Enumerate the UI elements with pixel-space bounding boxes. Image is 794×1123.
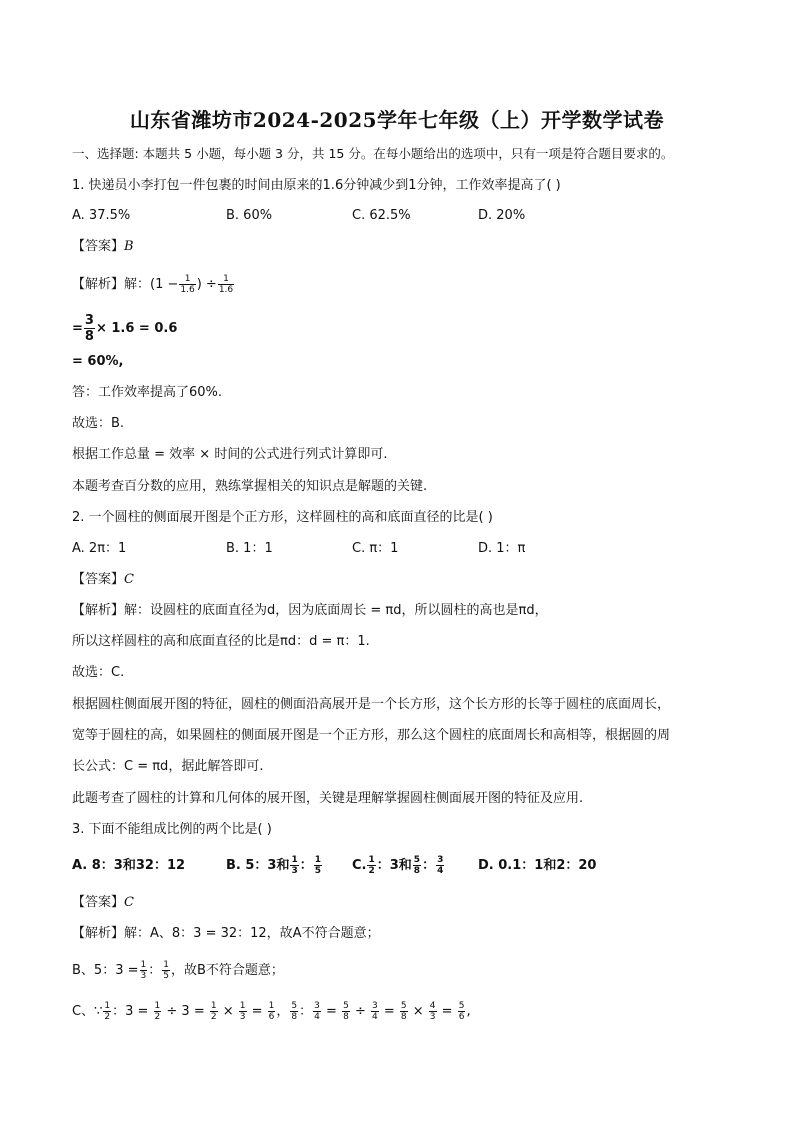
answer-label: 【答案】 [72,239,125,254]
q2-option-d: D. 1：π [478,541,526,556]
fraction: $\frac{5}{8}$ [413,855,421,876]
q2-answer [72,571,134,589]
fraction: $\frac{1}{5}$ [314,855,322,876]
q1-choose: 故选：B. [72,416,125,431]
q2-note-4: 此题考查了圆柱的计算和几何体的展开图，关键是理解掌握圆柱侧面展开图的特征及应用. [72,791,584,806]
q1-step-3: = 60%, [72,354,124,369]
q2-line-2: 所以这样圆柱的高和底面直径的比是πd：d = π：1. [72,634,370,649]
q2-note-3: 长公式：C = πd，据此解答即可. [72,759,264,774]
fraction: $\frac{3}{8}$ [84,313,94,344]
q1-analysis [72,274,235,295]
q2-option-a: A. 2π：1 [72,541,127,556]
answer-label: 【答案】 [72,572,125,587]
q2-note-2: 宽等于圆柱的高，如果圆柱的侧面展开图是一个正方形，那么这个圆柱的底面周长和高相等，根据圆的周 [72,728,671,743]
q1-option-c: C. 62.5% [352,208,411,223]
q3-option-a: A. 8：3和32：12 [72,858,186,873]
expr-part: ) ÷ [196,277,217,292]
expr-part: (1 − [150,277,179,292]
answer-value: B [124,239,134,254]
fraction: $\frac{1}{3}$ [140,960,147,981]
fraction: $\frac{1}{2}$ [368,855,375,876]
q3-line-c: C、∵ $\frac{1}{2}$ ：3 = $\frac{1}{2}$ ÷ 3 = $\frac{1}{2}$ × $\frac{1}{3}$ = $\frac{1}{6}$ ， $\frac{5}{8}$ ： $\frac{3}{4}$ = $\frac{5}{8}$ ÷ $\frac{3}{4}$ = $\frac{5}{8}$ × $\frac{4}{3}$ = $\frac{5}{6}$ , [72,1001,471,1022]
answer-label: 【答案】 [72,895,125,910]
q3-answer [72,894,134,912]
question-3-stem: 3. 下面不能组成比例的两个比是( ) [72,822,272,837]
q2-analysis: 【解析】解：设圆柱的底面直径为d，因为底面周长 = πd，所以圆柱的高也是πd， [72,603,548,618]
q1-answer [72,238,134,256]
answer-value: C [124,572,134,587]
q1-option-a: A. 37.5% [72,208,131,223]
q1-note-2: 本题考查百分数的应用，熟练掌握相关的知识点是解题的关键. [72,479,428,494]
q3-option-b: B. 5：3和 $\frac{1}{3}$ ： $\frac{1}{5}$ [226,855,322,876]
page-title: 山东省潍坊市2024-2025学年七年级（上）开学数学试卷 [129,108,665,132]
q1-reply: 答：工作效率提高了60%. [72,385,223,400]
q3-analysis: 【解析】解：A、8：3 = 32：12，故A不符合题意； [72,926,380,941]
fraction: $\frac{1}{5}$ [163,960,169,981]
fraction: $\frac{3}{4}$ [437,855,444,876]
question-1-stem: 1. 快递员小李打包一件包裹的时间由原来的1.6分钟减少到1分钟，工作效率提高了( ) [72,178,561,193]
q2-note-1: 根据圆柱侧面展开图的特征，圆柱的侧面沿高展开是一个长方形，这个长方形的长等于圆柱的底面周长， [72,697,671,712]
q1-note-1: 根据工作总量 = 效率 × 时间的公式进行列式计算即可. [72,447,388,462]
question-2-stem: 2. 一个圆柱的侧面展开图是个正方形，这样圆柱的高和底面直径的比是( ) [72,510,493,525]
fraction: $\frac{1}{1.6}$ [218,274,234,295]
answer-value: C [124,895,134,910]
q2-option-b: B. 1：1 [226,541,273,556]
section-heading: 一、选择题: 本题共 5 小题，每小题 3 分，共 15 分。在每小题给出的选项中，只有一项是符合题目要求的。 [72,146,674,161]
q2-option-c: C. π：1 [352,541,399,556]
q1-option-b: B. 60% [226,208,273,223]
analysis-label: 【解析】解： [72,277,151,292]
fraction: $\frac{1}{3}$ [291,855,298,876]
q2-choose: 故选：C. [72,665,125,680]
q3-line-b: B、5：3 = $\frac{1}{3}$ ： $\frac{1}{5}$ ，故B不符合题意； [72,960,284,981]
q3-option-d: D. 0.1：1和2：20 [478,858,597,873]
q1-step-2: = $\frac{3}{8}$ × 1.6 = 0.6 [72,313,178,344]
q3-option-c: C. $\frac{1}{2}$ ：3和 $\frac{5}{8}$ ： $\frac{3}{4}$ [352,855,444,876]
q1-option-d: D. 20% [478,208,526,223]
fraction: $\frac{1}{1.6}$ [180,274,195,295]
